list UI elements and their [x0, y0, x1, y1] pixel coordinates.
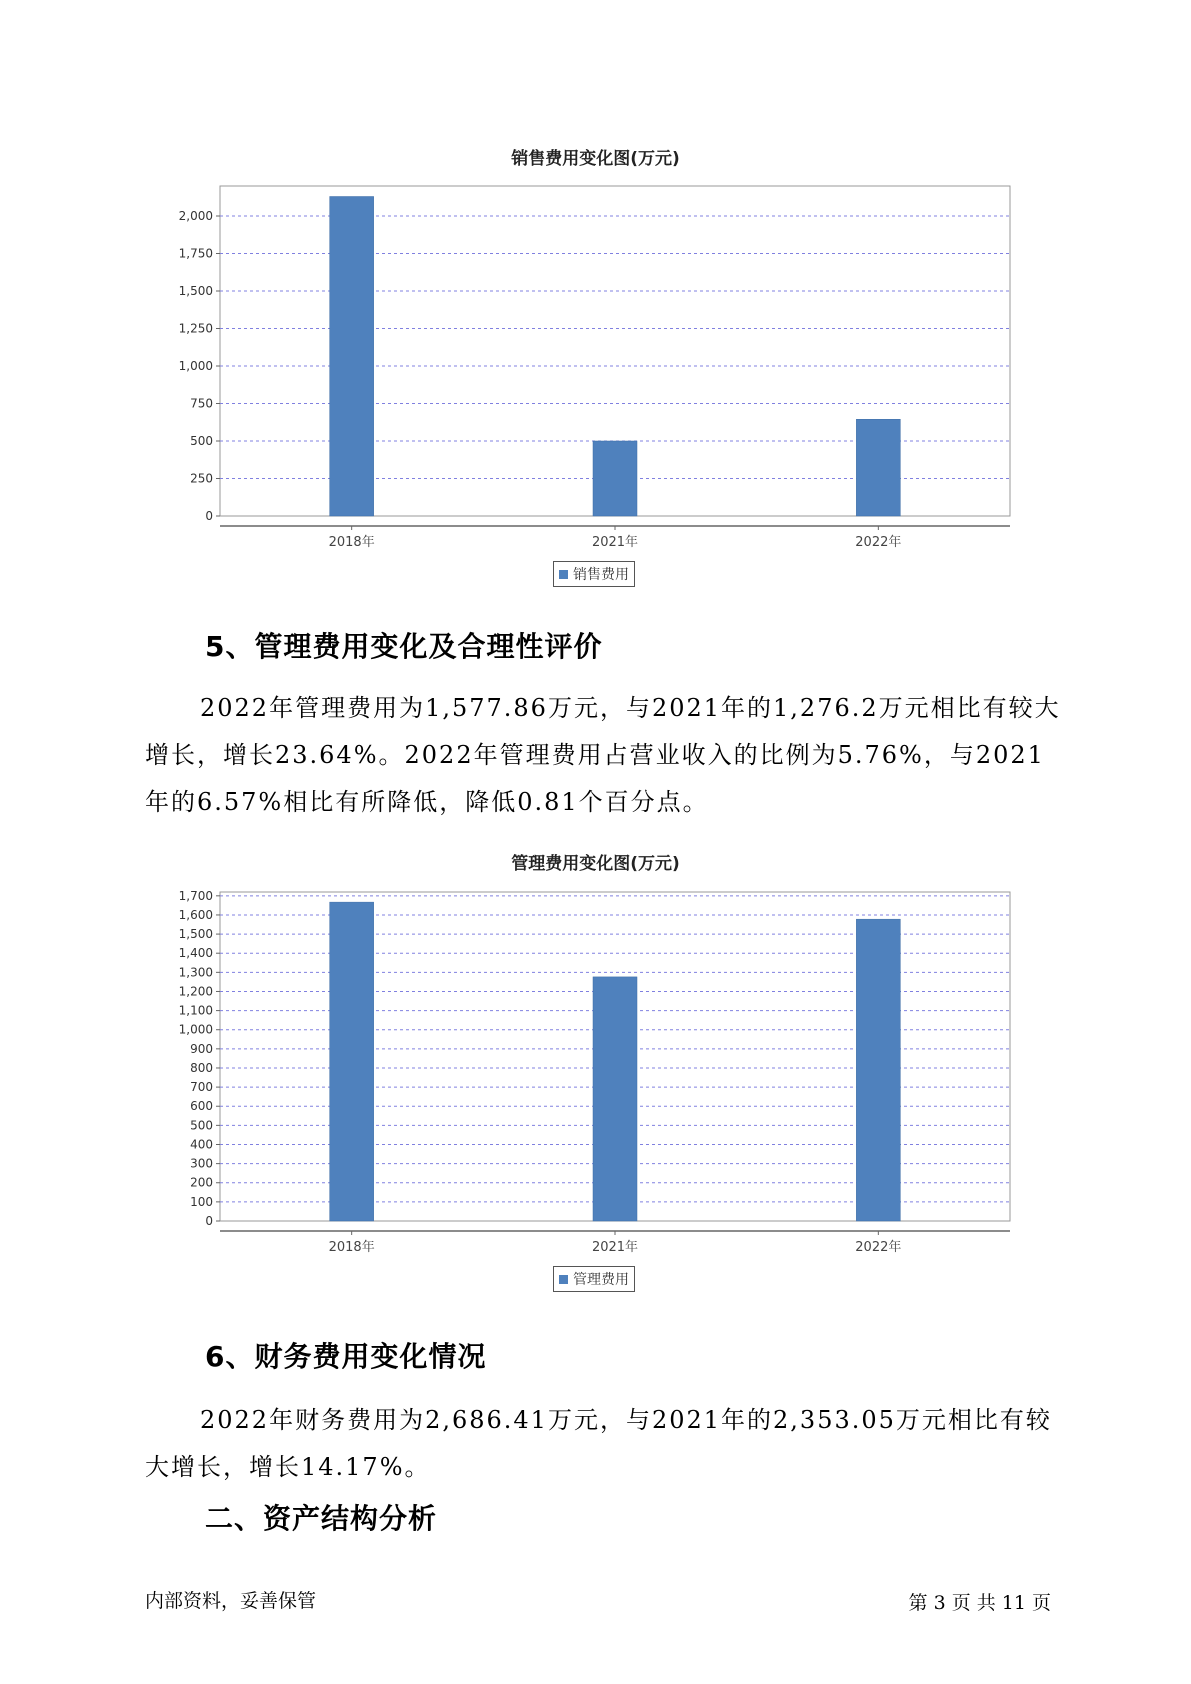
bar: [593, 441, 637, 516]
y-tick-label: 100: [190, 1194, 213, 1209]
sales-expense-chart: [0, 0, 1191, 600]
y-tick-label: 0: [205, 1214, 213, 1228]
legend-label: 管理费用: [573, 1272, 629, 1288]
legend-swatch: [559, 1275, 568, 1284]
x-tick-label: 2021年: [591, 1240, 639, 1255]
y-tick-label: 1,700: [178, 888, 213, 903]
bar: [593, 977, 637, 1221]
y-tick-label: 750: [190, 396, 213, 411]
y-tick-label: 1,500: [178, 927, 213, 942]
bar: [330, 197, 374, 517]
x-tick-label: 2021年: [591, 535, 639, 550]
y-tick-label: 500: [190, 434, 213, 448]
y-tick-label: 1,100: [178, 1003, 213, 1018]
legend-swatch: [559, 570, 568, 579]
section-heading-5: 5、管理费用变化及合理性评价: [205, 630, 603, 663]
y-tick-label: 1,300: [178, 965, 213, 980]
y-tick-label: 1,200: [178, 984, 213, 999]
legend-label: 销售费用: [573, 567, 629, 583]
y-tick-label: 700: [190, 1080, 213, 1095]
y-tick-label: 1,750: [178, 246, 213, 261]
y-tick-label: 1,000: [178, 359, 213, 373]
bar: [856, 919, 900, 1221]
y-tick-label: 1,500: [178, 284, 213, 298]
y-tick-label: 900: [190, 1041, 213, 1056]
y-tick-label: 250: [190, 471, 213, 486]
section-text-6: 2022年财务费用为2,686.41万元，与2021年的2,353.05万元相比有较大增长，增长14.17%。: [145, 1406, 1052, 1481]
chart-plot: [0, 0, 1191, 600]
y-tick-label: 500: [190, 1118, 213, 1133]
x-tick-label: 2018年: [328, 535, 375, 550]
x-tick-label: 2022年: [855, 1240, 902, 1255]
y-tick-label: 300: [190, 1156, 213, 1171]
y-tick-label: 1,400: [178, 946, 213, 961]
chart-legend: [553, 1266, 635, 1292]
y-tick-label: 2,000: [178, 209, 213, 223]
chart-plot: [0, 840, 1191, 1310]
y-tick-label: 800: [190, 1060, 213, 1075]
y-tick-label: 0: [205, 509, 213, 523]
footer-page-number: 第 3 页 共 11 页: [908, 1592, 1051, 1614]
y-tick-label: 1,250: [178, 321, 213, 336]
chart-legend: [553, 561, 635, 587]
section-heading-6: 6、财务费用变化情况: [205, 1340, 487, 1373]
bar: [856, 419, 900, 516]
y-tick-label: 1,000: [178, 1022, 213, 1037]
chart-title: 销售费用变化图(万元): [511, 149, 680, 169]
footer-confidential: 内部资料，妥善保管: [145, 1590, 317, 1612]
y-tick-label: 200: [190, 1175, 213, 1190]
x-tick-label: 2022年: [855, 535, 902, 550]
y-tick-label: 1,600: [178, 907, 213, 922]
y-tick-label: 400: [190, 1137, 213, 1152]
chart-title: 管理费用变化图(万元): [511, 854, 680, 874]
y-tick-label: 600: [190, 1099, 213, 1114]
section-heading-assets: 二、资产结构分析: [205, 1502, 438, 1535]
x-tick-label: 2018年: [328, 1240, 375, 1255]
admin-expense-chart: [0, 840, 1191, 1310]
section-text-5: 2022年管理费用为1,577.86万元，与2021年的1,276.2万元相比有较大增长，增长23.64%。2022年管理费用占营业收入的比例为5.76%，与2021年的6.57%相比有所降低，降低0.81个百分点。: [145, 694, 1061, 816]
bar: [330, 902, 374, 1221]
